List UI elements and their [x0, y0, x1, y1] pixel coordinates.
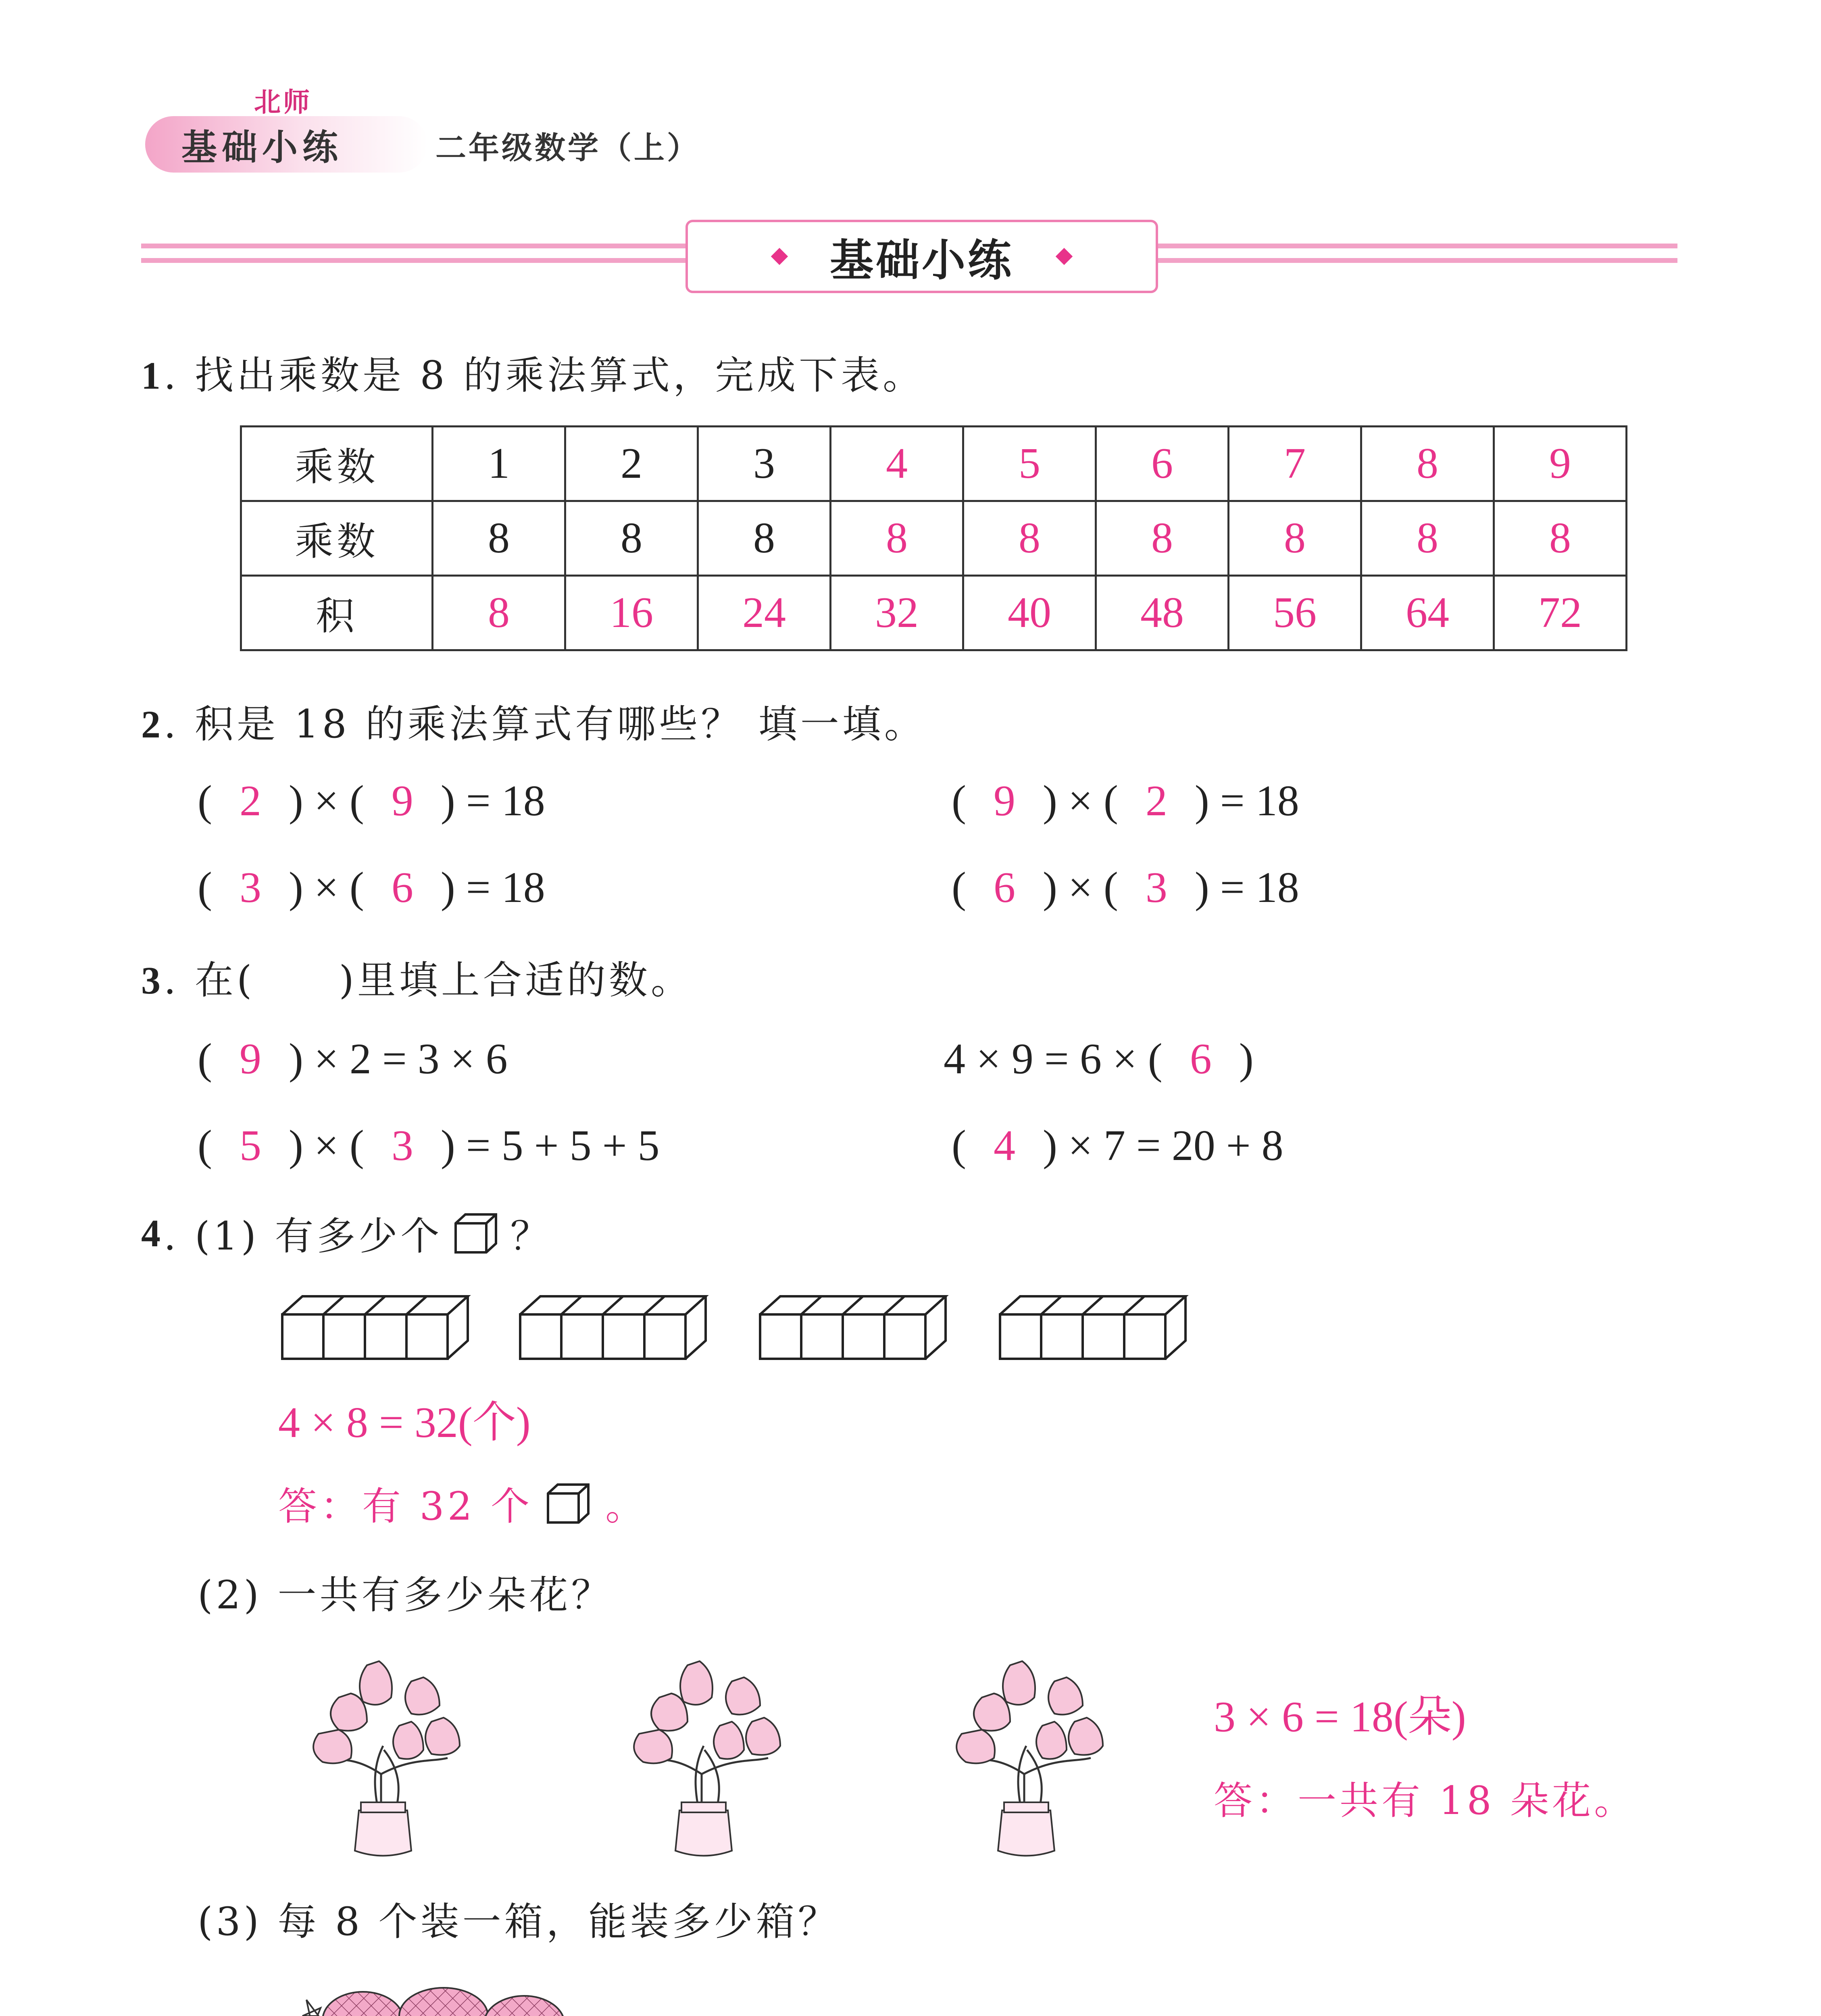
answer-blank: 3: [1145, 864, 1167, 912]
equation-part: ) × (: [288, 1122, 364, 1170]
flower-pots-illustration: [278, 1641, 1186, 1867]
answer-cell: 7: [1229, 427, 1361, 501]
equation-part: ) × 2 = 3 × 6: [288, 1035, 508, 1083]
answer-blank: 9: [239, 1035, 261, 1083]
answer-cell: 72: [1494, 576, 1627, 650]
equation-part: ): [1239, 1035, 1254, 1083]
answer-blank: 2: [239, 777, 261, 825]
calculation: 3 × 6 = 18(朵): [1214, 1693, 1466, 1741]
answer-cell: 5: [963, 427, 1096, 501]
answer-cell: 56: [1229, 576, 1361, 650]
answer-cell: 4: [831, 427, 963, 501]
equation-line: ( 9 ) × ( 2 ) = 18: [952, 776, 1299, 826]
equation-line: ( 3 ) × ( 6 ) = 18: [198, 863, 545, 913]
equation-part: (: [952, 1122, 966, 1170]
answer-cell: 32: [831, 576, 963, 650]
question-number: 1: [141, 354, 164, 397]
cube-icon: [545, 1481, 593, 1526]
equation-line: [198, 1121, 660, 1171]
cube-row: [1000, 1296, 1186, 1359]
answer-cell: 40: [963, 576, 1096, 650]
equation-result: = 18: [466, 864, 545, 912]
answer-cell: 8: [1096, 501, 1229, 576]
answer-cell: 64: [1361, 576, 1494, 650]
equation-part: 4 × 9 = 6 × (: [944, 1035, 1163, 1083]
answer-cell: 8: [1361, 501, 1494, 576]
table-cell: 2: [565, 427, 698, 501]
equation-part: (: [198, 1122, 212, 1170]
question-number: 2: [141, 703, 164, 746]
answer-blank: 6: [391, 864, 413, 912]
table-cell: 8: [565, 501, 698, 576]
answer-line: [278, 1476, 647, 1531]
diamond-icon: [771, 248, 788, 265]
question-text: . 找出乘数是 8 的乘法算式，完成下表。: [164, 353, 925, 398]
answer-blank: 3: [239, 864, 261, 912]
question-text: . (1) 有多少个: [164, 1214, 443, 1259]
question-mark: ？: [510, 1214, 552, 1259]
calculation: 4 × 8 = 32(个): [278, 1399, 531, 1447]
pineapples-illustration: [282, 1976, 613, 2016]
cube-rows-illustration: [278, 1290, 1206, 1367]
answer-text: 答：一共有 18 朵花。: [1214, 1778, 1636, 1823]
cube-row: [282, 1296, 468, 1359]
table-cell: 8: [433, 501, 565, 576]
row-header: 积: [241, 576, 433, 650]
question-text: . 积是 18 的乘法算式有哪些？ 填一填。: [164, 702, 926, 747]
answer-blank: 2: [1145, 777, 1167, 825]
equation-part: (: [198, 1035, 212, 1083]
answer-punctuation: 。: [605, 1484, 648, 1529]
answer-text: 答：有 32 个: [278, 1484, 533, 1529]
answer-cell: 24: [698, 576, 831, 650]
answer-blank: 6: [993, 864, 1015, 912]
answer-blank: 9: [993, 777, 1015, 825]
table-cell: 8: [698, 501, 831, 576]
table-row: [241, 427, 1627, 501]
question-3: [141, 950, 693, 1005]
table-cell: 1: [433, 427, 565, 501]
diamond-icon: [1056, 248, 1073, 265]
equation-line: ( 6 ) × ( 3 ) = 18: [952, 863, 1299, 913]
section-title: 基础小练: [829, 235, 1014, 286]
answer-cell: 8: [1361, 427, 1494, 501]
section-banner: [685, 220, 1158, 293]
answer-cell: 8: [433, 576, 565, 650]
answer-cell: 9: [1494, 427, 1627, 501]
answer-cell: 48: [1096, 576, 1229, 650]
row-header: 乘数: [241, 501, 433, 576]
equation-result: = 18: [466, 777, 545, 825]
answer-blank: 3: [391, 1122, 413, 1170]
answer-cell: 8: [831, 501, 963, 576]
cube-row: [760, 1296, 946, 1359]
cube-icon: [452, 1211, 501, 1256]
multiplication-table: [240, 425, 1627, 651]
series-title: 基础小练: [181, 127, 343, 168]
answer-cell: 8: [1229, 501, 1361, 576]
answer-blank: 4: [993, 1122, 1015, 1170]
answer-blank: 6: [1190, 1035, 1212, 1083]
equation-line: [944, 1034, 1254, 1084]
answer-cell: 6: [1096, 427, 1229, 501]
question-2: [141, 694, 926, 749]
equation-line: ( 2 ) × ( 9 ) = 18: [198, 776, 545, 826]
row-header: 乘数: [241, 427, 433, 501]
answer-cell: 16: [565, 576, 698, 650]
grade-label: 二年级数学（上）: [435, 130, 700, 166]
equation-part: ) × 7 = 20 + 8: [1042, 1122, 1283, 1170]
equation-result: = 18: [1220, 777, 1299, 825]
question-text: . 在( )里填上合适的数。: [164, 958, 693, 1003]
question-4-part-3: (3) 每 8 个装一箱，能装多少箱？: [198, 1899, 840, 1944]
equation-line: [198, 1034, 508, 1084]
question-4-part-2: (2) 一共有多少朵花？: [198, 1572, 613, 1618]
answer-blank: 9: [391, 777, 413, 825]
question-number: 4: [141, 1212, 164, 1255]
table-cell: 3: [698, 427, 831, 501]
equation-line: [952, 1121, 1283, 1171]
table-row: [241, 576, 1627, 650]
question-number: 3: [141, 959, 164, 1002]
answer-blank: 5: [239, 1122, 261, 1170]
question-1: [141, 345, 925, 400]
equation-part: ) = 5 + 5 + 5: [440, 1122, 660, 1170]
answer-cell: 8: [963, 501, 1096, 576]
equation-result: = 18: [1220, 864, 1299, 912]
series-publisher: 北师: [254, 87, 312, 118]
table-row: [241, 501, 1627, 576]
cube-row: [520, 1296, 706, 1359]
answer-cell: 8: [1494, 501, 1627, 576]
question-4-part-1: [141, 1206, 552, 1261]
